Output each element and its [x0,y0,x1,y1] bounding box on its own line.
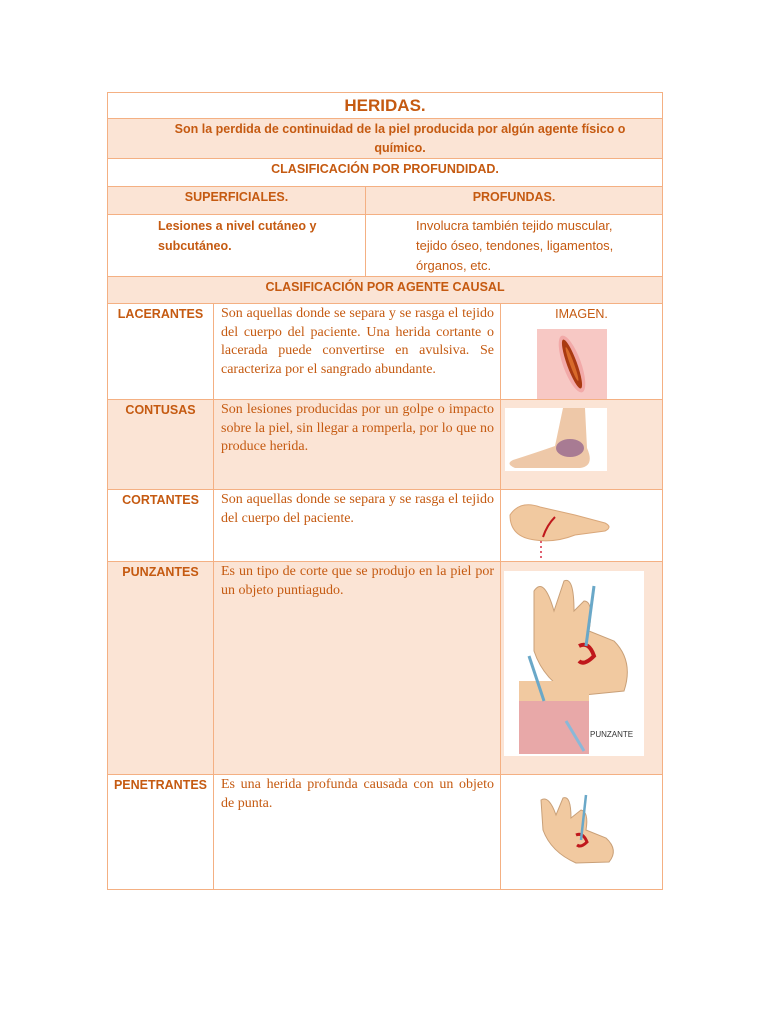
penetrated-hand-image [531,790,621,865]
laceration-wound-image [537,329,607,399]
superficial-text: Lesiones a nivel cutáneo y subcutáneo. [108,215,366,277]
row-text-punzantes: Es un tipo de corte que se produjo en la piel por un objeto puntiagudo. [214,562,501,775]
depth-heading: CLASIFICACIÓN POR PROFUNDIDAD. [108,159,663,187]
page-title: HERIDAS. [108,93,663,119]
row-label-punzantes: PUNZANTES [108,562,214,775]
image-caption-punzante: PUNZANTE [590,730,634,739]
row-label-penetrantes: PENETRANTES [108,775,214,890]
causal-heading: CLASIFICACIÓN POR AGENTE CAUSAL [108,277,663,304]
punctured-hand-image [504,571,644,756]
row-text-cortantes: Son aquellas donde se separa y se rasga el tejido del cuerpo del paciente. [214,490,501,562]
image-header: IMAGEN. [555,307,608,321]
deep-text: Involucra también tejido muscular, tejido óseo, tendones, ligamentos, órganos, etc. [366,215,663,277]
row-label-contusas: CONTUSAS [108,400,214,490]
row-label-lacerantes: LACERANTES [108,304,214,400]
row-label-cortantes: CORTANTES [108,490,214,562]
row-text-penetrantes: Es una herida profunda causada con un objeto de punta. [214,775,501,890]
image-cell-penetrantes [501,775,663,890]
cut-wrist-image [505,495,615,561]
image-cell-cortantes [501,490,663,562]
definition: Son la perdida de continuidad de la piel producida por algún agente físico o químico. [108,119,663,159]
image-cell-lacerantes [501,304,663,400]
bruised-foot-image [505,408,607,471]
wounds-table [107,92,663,890]
deep-header: PROFUNDAS. [366,187,663,215]
row-text-contusas: Son lesiones producidas por un golpe o impacto sobre la piel, sin llegar a romperla, por lo que no produce herida. [214,400,501,490]
image-cell-contusas [501,400,663,490]
image-cell-punzantes [501,562,663,775]
superficial-header: SUPERFICIALES. [108,187,366,215]
row-text-lacerantes: Son aquellas donde se separa y se rasga el tejido del cuerpo del paciente. Una herida cortante o lacerada puede convertirse en avulsiva. Se caracteriza por el sangrado abundante. [214,304,501,400]
